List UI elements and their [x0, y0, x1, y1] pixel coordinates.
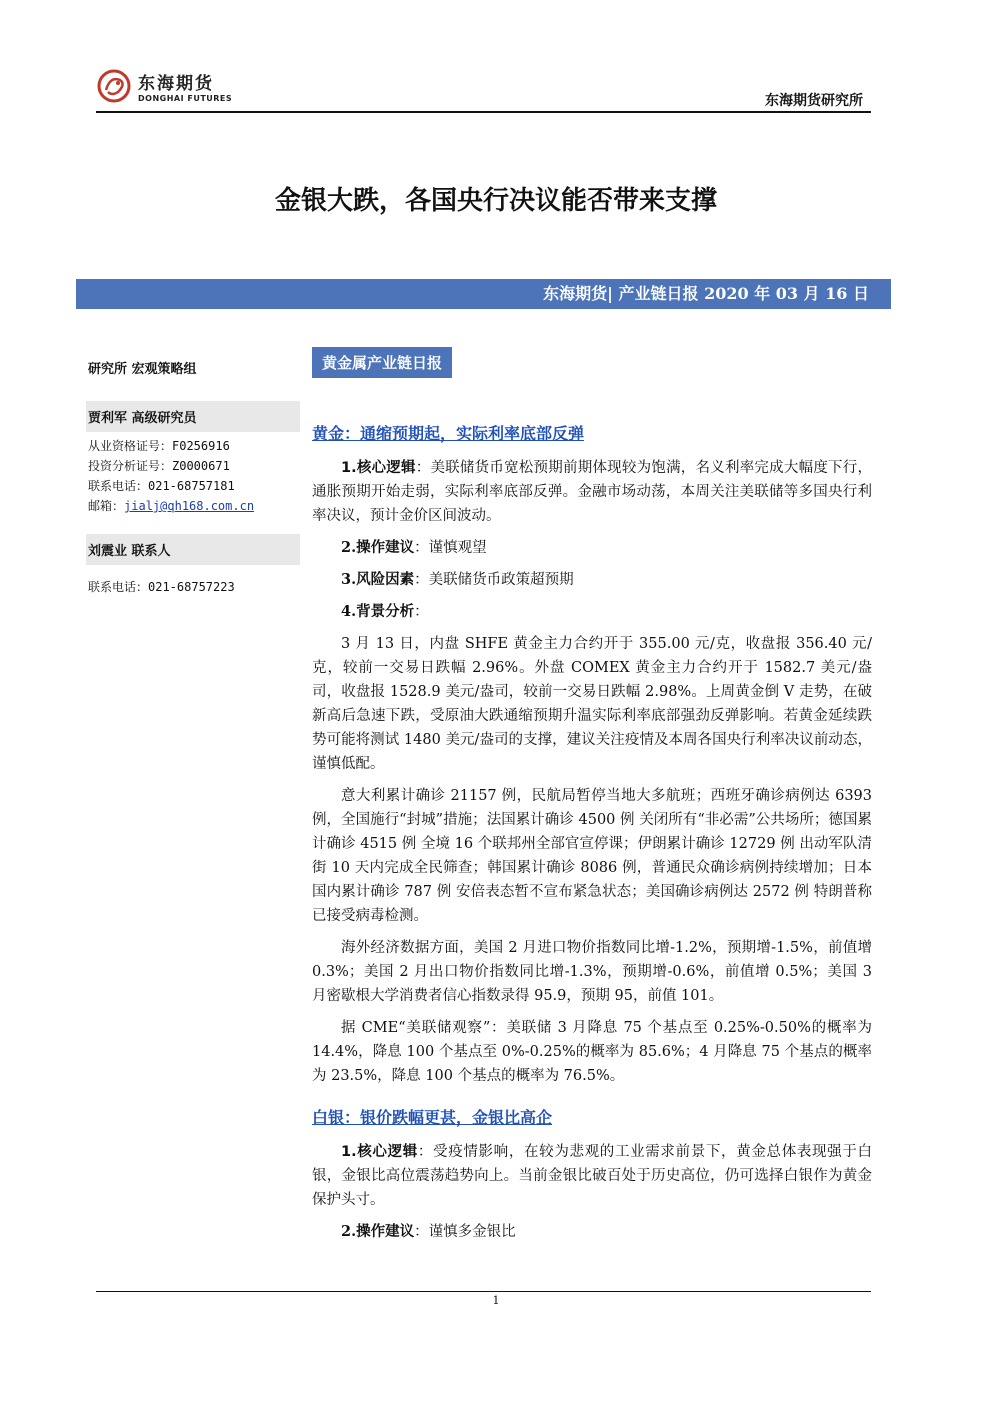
page-number: 1 [492, 1294, 500, 1307]
page-title: 金银大跌，各国央行决议能否带来支撑 [274, 186, 717, 216]
analyst1-phone: 联系电话：021-68757181 [88, 479, 235, 493]
silver-section-title[interactable]: 白银：银价跌幅更甚，金银比高企 [312, 1108, 553, 1127]
silver-op-text: ：谨慎多金银比 [414, 1224, 516, 1240]
gold-op-label: 2.操作建议 [341, 539, 415, 556]
gold-logic [312, 456, 872, 528]
gold-bg [312, 600, 872, 624]
logo-en-text: DONGHAI FUTURES [138, 94, 233, 103]
silver-op [312, 1220, 872, 1244]
silver-logic [312, 1140, 872, 1212]
analyst1-heading: 贾利军 高级研究员 [86, 401, 300, 432]
silver-logic-label: 1.核心逻辑 [341, 1144, 418, 1160]
gold-op [312, 536, 872, 560]
page-header [96, 60, 871, 112]
analyst1-invest-license: 投资分析证号：Z0000671 [88, 459, 230, 473]
gold-logic-text: ：美联储货币宽松预期前期体现较为饱满，名义利率完成大幅度下行，通胀预期开始走弱，实际利率底部反弹。金融市场动荡，本周关注美联储等多国央行利率决议，预计金价区间波动。 [312, 460, 872, 524]
gold-paragraph-2: 意大利累计确诊 21157 例，民航局暂停当地大多航班；西班牙确诊病例达 6393 例，全国施行“封城”措施；法国累计确诊 4500 例 关闭所有“非必需”公共场所；德国累计确诊 4515 例 全境 16 个联邦州全部官宣停课；伊朗累计确诊 12729 例 出动军队清街 10 天内完成全民筛查；韩国累计确诊 8086 例，普通民众确诊病例持续增加；日本国内累计确诊 787 例 安倍表态暂不宣布紧急状态；美国确诊病例达 2572 例 特朗普称已接受病毒检测。 [312, 788, 872, 924]
dragon-logo-icon [96, 68, 132, 104]
gold-logic-label: 1.核心逻辑 [341, 460, 416, 476]
gold-bg-text: ： [414, 604, 429, 620]
report-banner: 东海期货| 产业链日报 2020 年 03 月 16 日 [76, 279, 891, 309]
gold-paragraph-3: 海外经济数据方面，美国 2 月进口物价指数同比增-1.2%，预期增-1.5%，前值增 0.3%；美国 2 月出口物价指数同比增-1.3%，预期增-0.6%，前值增 0.5%；美国 3 月密歇根大学消费者信心指数录得 95.9，预期 95，前值 101。 [312, 940, 872, 1004]
gold-bg-label: 4.背景分析 [341, 603, 415, 620]
gold-risk-text: ：美联储货币政策超预期 [414, 572, 574, 588]
author-sidebar [86, 352, 300, 597]
gold-paragraph-4: 据 CME“美联储观察”：美联储 3 月降息 75 个基点至 0.25%-0.50%的概率为 14.4%，降息 100 个基点至 0%-0.25%的概率为 85.6%；4 月降息 75 个基点的概率为 23.5%，降息 100 个基点的概率为 76.5%。 [312, 1020, 872, 1084]
header-institute: 东海期货研究所 [765, 93, 863, 109]
header-divider [96, 111, 871, 113]
silver-logic-text: ：受疫情影响，在较为悲观的工业需求前景下，黄金总体表现强于白银，金银比高位震荡趋势向上。当前金银比破百处于历史高位，仍可选择白银作为黄金保护头寸。 [312, 1144, 872, 1208]
gold-section-title[interactable]: 黄金：通缩预期起，实际利率底部反弹 [312, 424, 585, 443]
company-logo [96, 68, 232, 104]
email-link[interactable]: jialj@qh168.com.cn [124, 499, 255, 513]
gold-risk [312, 568, 872, 592]
footer-divider [96, 1291, 871, 1292]
report-type-tag: 黄金属产业链日报 [312, 347, 452, 378]
analyst1-license: 从业资格证号：F0256916 [88, 439, 230, 453]
gold-op-text: ：谨慎观望 [414, 540, 487, 556]
analyst2-heading: 刘震业 联系人 [86, 534, 300, 565]
dept-heading: 研究所 宏观策略组 [88, 362, 197, 377]
gold-risk-label: 3.风险因素 [341, 571, 415, 588]
logo-cn-text: 东海期货 [138, 74, 214, 94]
gold-paragraph-1: 3 月 13 日，内盘 SHFE 黄金主力合约开于 355.00 元/克，收盘报 356.40 元/克，较前一交易日跌幅 2.96%。外盘 COMEX 黄金主力合约开于 1582.7 美元/盎司，收盘报 1528.9 美元/盎司，较前一交易日跌幅 2.98%。上周黄金倒 V 走势，在破新高后急速下跌，受原油大跌通缩预期升温实际利率底部强劲反弹影响。若黄金延续跌势可能将测试 1480 美元/盎司的支撑，建议关注疫情及本周各国央行利率决议前动态，谨慎低配。 [312, 636, 872, 772]
analyst2-phone: 联系电话：021-68757223 [88, 580, 235, 594]
report-body [312, 418, 872, 1252]
analyst1-email-row [86, 496, 300, 516]
silver-op-label: 2.操作建议 [341, 1223, 415, 1240]
email-label: 邮箱： [88, 499, 125, 513]
